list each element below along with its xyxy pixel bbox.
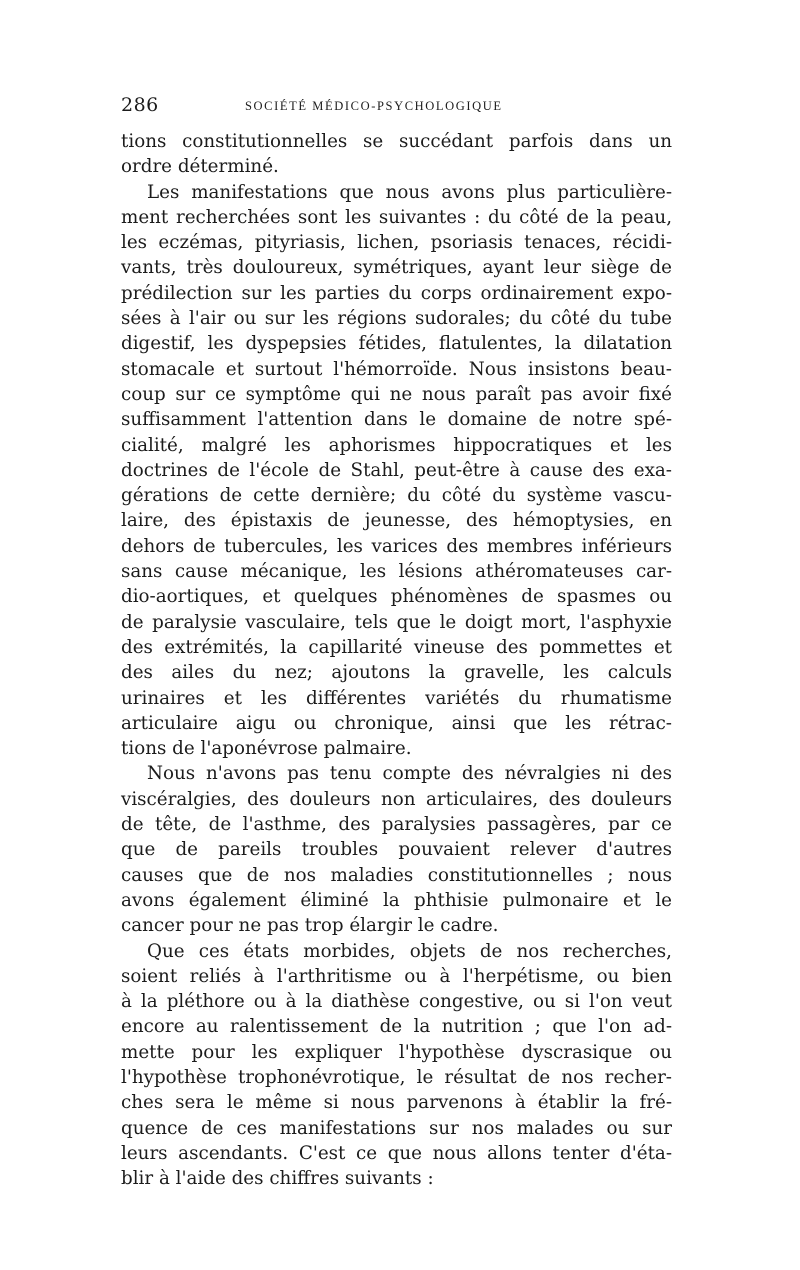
text-line: mette pour les expliquer l'hypothèse dyscrasique ou — [121, 1041, 672, 1063]
text-line: encore au ralentissement de la nutrition ; que l'on ad- — [121, 1016, 672, 1038]
page-header — [121, 94, 681, 118]
text-line: vants, très douloureux, symétriques, ayant leur siège de — [121, 257, 672, 279]
text-line: sées à l'air ou sur les régions sudorales; du côté du tube — [121, 308, 672, 330]
text-line: l'hypothèse trophonévrotique, le résultat de nos recher- — [121, 1066, 672, 1088]
text-line: digestif, les dyspepsies fétides, flatulentes, la dilatation — [121, 333, 672, 355]
text-line: leurs ascendants. C'est ce que nous allons tenter d'éta- — [121, 1142, 672, 1164]
running-head: SOCIÉTÉ MÉDICO-PSYCHOLOGIQUE — [245, 99, 503, 113]
text-line: cancer pour ne pas trop élargir le cadre. — [121, 915, 499, 937]
text-line: coup sur ce symptôme qui ne nous paraît pas avoir fixé — [121, 383, 672, 405]
paragraph — [121, 180, 672, 762]
text-line: des extrémités, la capillarité vineuse des pommettes et — [121, 636, 672, 658]
text-line: articulaire aigu ou chronique, ainsi que les rétrac- — [121, 712, 672, 734]
paragraph — [121, 761, 672, 938]
text-line: dio-aortiques, et quelques phénomènes de spasmes ou — [121, 586, 672, 608]
text-line: prédilection sur les parties du corps ordinairement expo- — [121, 282, 672, 304]
text-line: blir à l'aide des chiffres suivants : — [121, 1168, 434, 1190]
text-line: dehors de tubercules, les varices des membres inférieurs — [121, 535, 672, 557]
text-line: soient reliés à l'arthritisme ou à l'herpétisme, ou bien — [121, 965, 672, 987]
paragraph — [121, 129, 672, 180]
text-line: viscéralgies, des douleurs non articulaires, des douleurs — [121, 788, 672, 810]
text-line: laire, des épistaxis de jeunesse, des hémoptysies, en — [121, 510, 672, 532]
text-line: suffisamment l'attention dans le domaine de notre spé- — [121, 409, 672, 431]
text-line: des ailes du nez; ajoutons la gravelle, les calculs — [121, 662, 672, 684]
text-line: stomacale et surtout l'hémorroïde. Nous insistons beau- — [121, 358, 672, 380]
body-text — [121, 129, 672, 1191]
paragraph — [121, 939, 672, 1192]
text-line: causes que de nos maladies constitutionnelles ; nous — [121, 864, 672, 886]
text-line: cialité, malgré les aphorismes hippocratiques et les — [121, 434, 672, 456]
page-number: 286 — [121, 94, 159, 116]
text-line: les eczémas, pityriasis, lichen, psoriasis tenaces, récidi- — [121, 232, 672, 254]
text-line: gérations de cette dernière; du côté du système vascu- — [121, 485, 672, 507]
text-line: Que ces états morbides, objets de nos recherches, — [147, 940, 672, 962]
text-line: de paralysie vasculaire, tels que le doigt mort, l'asphyxie — [121, 611, 672, 633]
text-line: tions de l'aponévrose palmaire. — [121, 738, 412, 760]
text-line: Les manifestations que nous avons plus particulière- — [147, 181, 672, 203]
text-line: ment recherchées sont les suivantes : du côté de la peau, — [121, 206, 672, 228]
text-line: tions constitutionnelles se succédant parfois dans un — [121, 131, 672, 152]
text-line: de tête, de l'asthme, des paralysies passagères, par ce — [121, 814, 672, 836]
text-line: Nous n'avons pas tenu compte des névralgies ni des — [147, 763, 672, 785]
text-line: à la pléthore ou à la diathèse congestive, ou si l'on veut — [121, 991, 672, 1013]
text-line: ordre déterminé. — [121, 156, 279, 178]
text-line: avons également éliminé la phthisie pulmonaire et le — [121, 889, 672, 911]
text-line: urinaires et les différentes variétés du rhumatisme — [121, 687, 672, 709]
text-line: sans cause mécanique, les lésions athéromateuses car- — [121, 561, 672, 583]
text-line: que de pareils troubles pouvaient relever d'autres — [121, 839, 672, 861]
text-line: ches sera le même si nous parvenons à établir la fré- — [121, 1092, 672, 1114]
text-line: doctrines de l'école de Stahl, peut-être à cause des exa- — [121, 459, 672, 481]
text-line: quence de ces manifestations sur nos malades ou sur — [121, 1117, 672, 1139]
